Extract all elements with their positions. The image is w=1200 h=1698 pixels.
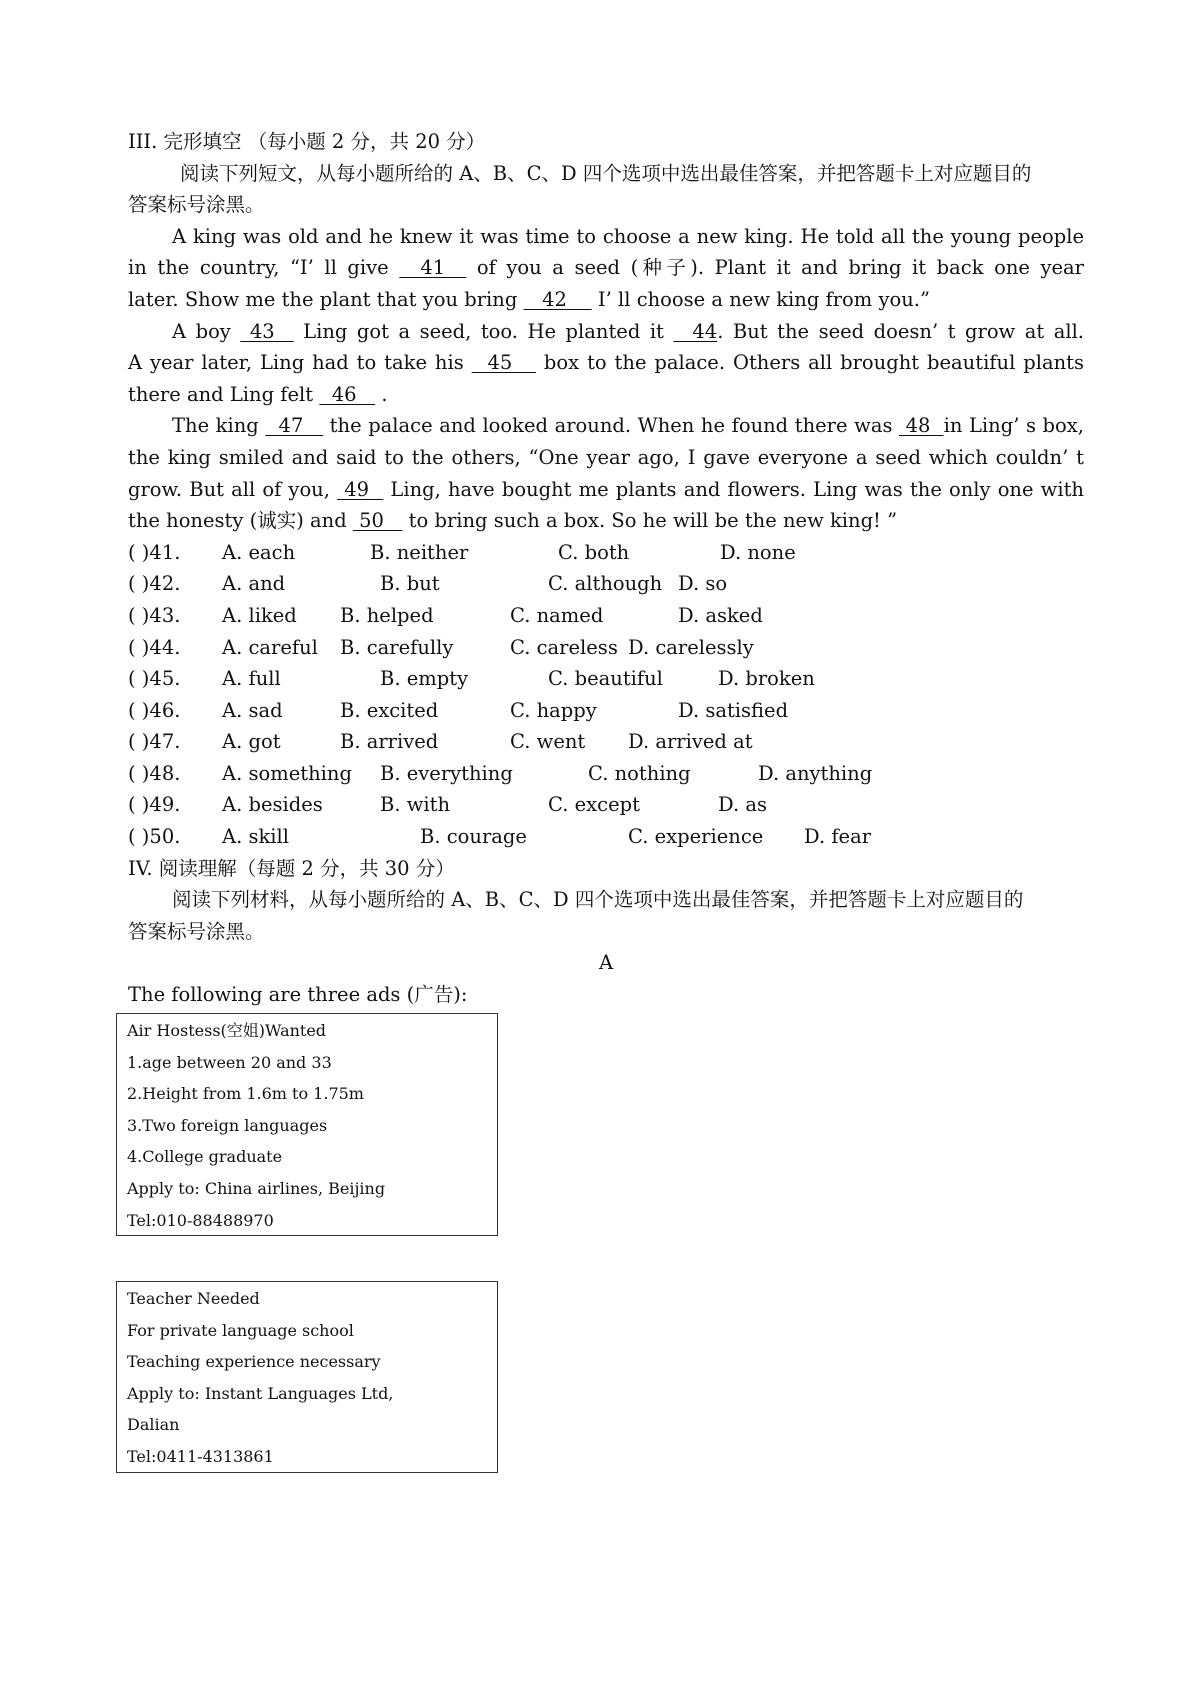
question-row — [128, 568, 1084, 600]
option-a: A. besides — [222, 793, 323, 817]
passage-line: A boy 43 Ling got a seed, too. He planted it 44. But the seed doesn’ t grow at all. — [172, 319, 1085, 343]
question-row — [128, 663, 1084, 695]
passage-line: the honesty (诚实) and 50 to bring such a box. So he will be the new king! ” — [128, 509, 898, 533]
blank-42: 42 — [523, 287, 592, 311]
passage-line: The king 47 the palace and looked around. When he found there was 48 in Ling’ s box, — [172, 414, 1084, 438]
option-a: A. sad — [222, 698, 283, 722]
passage-line: A king was old and he knew it was time to choose a new king. He told all the young people — [172, 224, 1084, 248]
blank-43: 43 — [240, 319, 294, 343]
option-d: D. asked — [678, 603, 763, 627]
option-c: C. nothing — [588, 761, 691, 785]
section-3-title: III. 完形填空 （每小题 2 分，共 20 分） — [128, 130, 486, 153]
blank-47: 47 — [265, 414, 324, 438]
question-number: ( )46. — [128, 698, 181, 722]
option-b: B. helped — [340, 603, 434, 627]
ad-line: Tel:010-88488970 — [127, 1210, 274, 1230]
question-number: ( )49. — [128, 793, 181, 817]
question-number: ( )45. — [128, 667, 181, 691]
option-a: A. skill — [222, 825, 290, 849]
blank-45: 45 — [471, 351, 537, 375]
option-c: C. careless — [510, 635, 618, 659]
option-a: A. each — [222, 540, 296, 564]
passage-line: A year later, Ling had to take his 45 box to the palace. Others all brought beautiful plants — [128, 351, 1084, 375]
option-b: B. arrived — [340, 730, 439, 754]
option-a: A. careful — [222, 635, 318, 659]
option-c: C. although — [548, 572, 663, 596]
question-row — [128, 695, 1084, 727]
option-c: C. happy — [510, 698, 597, 722]
ad-teacher-needed — [116, 1281, 498, 1473]
question-row — [128, 789, 1084, 821]
part-label: A — [598, 951, 614, 975]
question-row — [128, 632, 1084, 664]
ad-line: Tel:0411-4313861 — [127, 1446, 274, 1466]
option-b: B. everything — [380, 761, 513, 785]
option-d: D. none — [720, 540, 796, 564]
section-3-instruction: 阅读下列短文，从每小题所给的 A、B、C、D 四个选项中选出最佳答案，并把答题卡上对应题目的 — [180, 161, 1032, 185]
passage-line: grow. But all of you, 49 Ling, have bought me plants and flowers. Ling was the only one with — [128, 477, 1084, 501]
question-number: ( )47. — [128, 730, 181, 754]
option-c: C. beautiful — [548, 667, 663, 691]
ad-line: Teaching experience necessary — [127, 1352, 381, 1372]
option-c: C. experience — [628, 825, 764, 849]
passage-line: in the country, “I’ ll give 41 of you a seed (种子). Plant it and bring it back one year — [128, 256, 1084, 280]
question-row — [128, 600, 1084, 632]
option-a: A. got — [222, 730, 281, 754]
question-row — [128, 726, 1084, 758]
blank-41: 41 — [399, 256, 467, 280]
option-a: A. something — [222, 761, 352, 785]
option-c: C. both — [558, 540, 630, 564]
option-d: D. as — [718, 793, 767, 817]
question-number: ( )44. — [128, 635, 181, 659]
option-b: B. excited — [340, 698, 439, 722]
option-d: D. anything — [758, 761, 873, 785]
option-c: C. except — [548, 793, 640, 817]
section-4-title: IV. 阅读理解（每题 2 分，共 30 分） — [128, 856, 455, 880]
passage-line: there and Ling felt 46 . — [128, 382, 388, 406]
option-b: B. courage — [420, 825, 527, 849]
passage-line: the king smiled and said to the others, “One year ago, I gave everyone a seed which couldn’ t — [128, 445, 1084, 469]
question-number: ( )41. — [128, 540, 181, 564]
option-d: D. broken — [718, 667, 815, 691]
option-d: D. carelessly — [628, 635, 754, 659]
option-b: B. neither — [370, 540, 469, 564]
blank-44: 44 — [673, 319, 718, 343]
question-number: ( )48. — [128, 761, 181, 785]
passage-line: later. Show me the plant that you bring 42 I’ ll choose a new king from you.” — [128, 287, 930, 311]
option-d: D. arrived at — [628, 730, 753, 754]
ad-line: 2.Height from 1.6m to 1.75m — [127, 1084, 364, 1104]
option-b: B. with — [380, 793, 451, 817]
option-a: A. liked — [222, 603, 297, 627]
question-row — [128, 758, 1084, 790]
blank-48: 48 — [899, 414, 944, 438]
ad-line: 4.College graduate — [127, 1147, 283, 1167]
blank-49: 49 — [337, 477, 384, 501]
question-number: ( )42. — [128, 572, 181, 596]
option-b: B. empty — [380, 667, 469, 691]
ad-line: Apply to: China airlines, Beijing — [127, 1178, 386, 1198]
question-row — [128, 821, 1084, 853]
ad-line: Air Hostess(空姐)Wanted — [127, 1021, 327, 1040]
blank-50: 50 — [352, 509, 403, 533]
option-c: C. named — [510, 603, 604, 627]
question-number: ( )50. — [128, 825, 181, 849]
ad-air-hostess — [116, 1013, 498, 1236]
option-d: D. satisfied — [678, 698, 789, 722]
option-b: B. but — [380, 572, 440, 596]
ad-line: Apply to: Instant Languages Ltd, — [127, 1383, 394, 1403]
option-a: A. and — [222, 572, 286, 596]
section-4-instruction: 阅读下列材料，从每小题所给的 A、B、C、D 四个选项中选出最佳答案，并把答题卡上对应题目的 — [172, 888, 1024, 912]
section-3-instruction-cont: 答案标号涂黑。 — [128, 193, 265, 217]
option-c: C. went — [510, 730, 586, 754]
option-d: D. so — [678, 572, 728, 596]
ad-line: Teacher Needed — [127, 1289, 260, 1308]
ad-line: 3.Two foreign languages — [127, 1115, 328, 1135]
question-row — [128, 537, 1084, 569]
question-number: ( )43. — [128, 603, 181, 627]
option-a: A. full — [222, 667, 281, 691]
section-4-instruction-cont: 答案标号涂黑。 — [128, 919, 265, 943]
ad-line: Dalian — [127, 1415, 180, 1435]
ads-intro: The following are three ads (广告): — [128, 983, 468, 1007]
ad-line: 1.age between 20 and 33 — [127, 1052, 332, 1072]
blank-46: 46 — [319, 382, 376, 406]
option-d: D. fear — [804, 825, 872, 849]
exam-page — [128, 126, 1084, 1011]
ad-line: For private language school — [127, 1320, 354, 1340]
option-b: B. carefully — [340, 635, 454, 659]
question-options — [128, 537, 1084, 853]
